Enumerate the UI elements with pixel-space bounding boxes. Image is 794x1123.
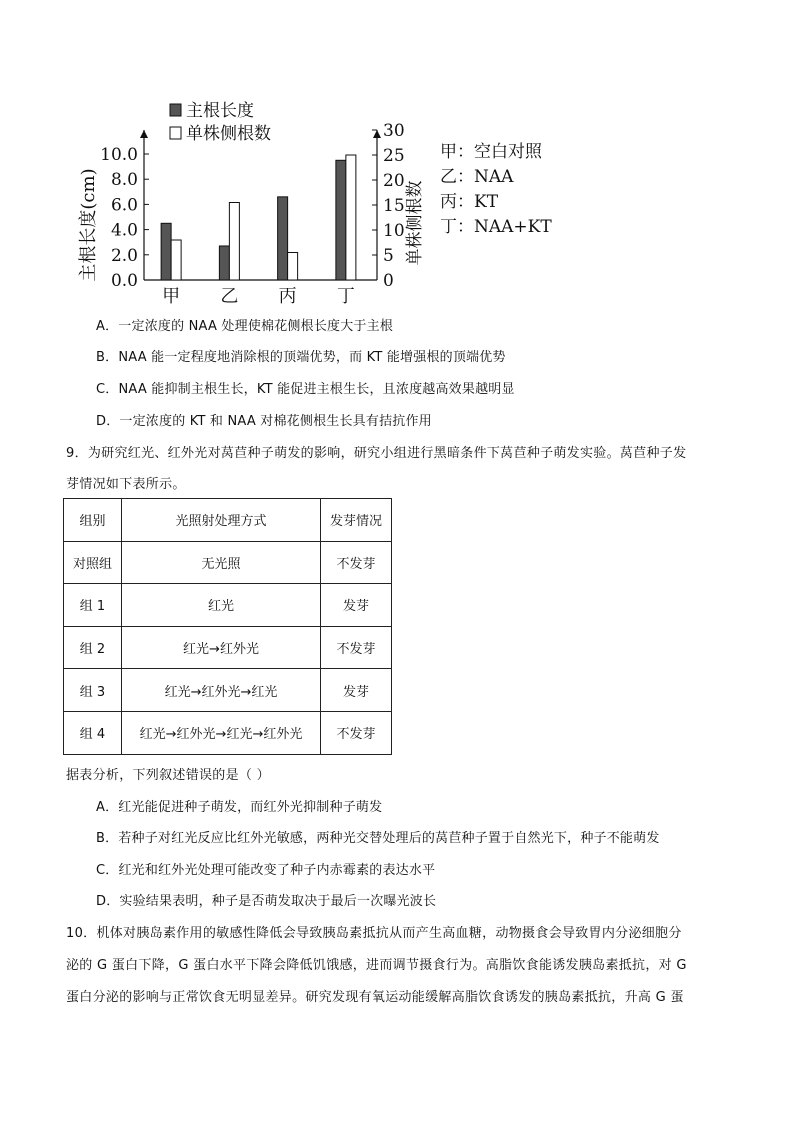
- table-header: 组别: [64, 499, 122, 542]
- table-cell: 红光→红外光: [122, 626, 321, 669]
- q9-option-b: B．若种子对红光反应比红外光敏感，两种光交替处理后的莴苣种子置于自然光下，种子不能萌发: [96, 831, 660, 846]
- right-tick-label: 15: [383, 196, 405, 216]
- q8-option-b: B．NAA 能一定程度地消除根的顶端优势，而 KT 能增强根的顶端优势: [96, 350, 506, 365]
- table-cell: 红光: [122, 584, 321, 627]
- chart-note: 乙：NAA: [440, 167, 514, 187]
- right-tick-label: 5: [383, 246, 394, 266]
- bar-lateral-root-count: [346, 155, 356, 280]
- left-tick-label: 4.0: [110, 220, 138, 241]
- table-row: [64, 626, 392, 669]
- left-axis-label: 主根长度(cm): [78, 168, 99, 282]
- q9-stem-line1: 9．为研究红光、红外光对莴苣种子萌发的影响，研究小组进行黑暗条件下莴苣种子萌发实验。莴苣种子发: [66, 446, 687, 461]
- right-tick-label: 20: [383, 171, 405, 191]
- bar-main-root-length: [336, 160, 346, 280]
- q10-line1: 10．机体对胰岛素作用的敏感性降低会导致胰岛素抵抗从而产生高血糖，动物摄食会导致胃内分泌细胞分: [66, 926, 682, 941]
- left-tick-label: 10.0: [100, 145, 138, 165]
- table-cell: 发芽: [321, 669, 392, 712]
- q10-line2: 泌的 G 蛋白下降，G 蛋白水平下降会降低饥饿感，进而调节摄食行为。高脂饮食能诱发胰岛素抵抗，对 G: [66, 958, 687, 973]
- q9-stem-line2: 芽情况如下表所示。: [66, 477, 186, 492]
- category-label: 乙: [220, 286, 239, 306]
- table-cell: 无光照: [122, 541, 321, 584]
- right-axis-arrow: [373, 130, 381, 138]
- right-tick-label: 25: [383, 146, 405, 166]
- table-header: 光照射处理方式: [122, 499, 321, 542]
- q9-table: [63, 498, 392, 755]
- table-cell: 不发芽: [321, 711, 392, 754]
- chart-notes: [440, 140, 552, 240]
- left-tick-label: 2.0: [110, 245, 138, 266]
- left-tick-label: 6.0: [110, 195, 138, 216]
- table-cell: 发芽: [321, 584, 392, 627]
- left-tick-label: 8.0: [110, 170, 138, 191]
- table-row: [64, 669, 392, 712]
- bar-lateral-root-count: [288, 253, 298, 281]
- q9-option-a: A．红光能促进种子萌发，而红外光抑制种子萌发: [96, 800, 383, 815]
- bar-main-root-length: [161, 223, 171, 280]
- table-cell: 不发芽: [321, 626, 392, 669]
- table-cell: 组 2: [64, 626, 122, 669]
- table-cell: 组 1: [64, 584, 122, 627]
- q8-option-c: C．NAA 能抑制主根生长，KT 能促进主根生长，且浓度越高效果越明显: [96, 382, 515, 397]
- chart-note: 丙：KT: [440, 192, 499, 212]
- table-row: [64, 541, 392, 584]
- legend-swatch-main-root: [170, 104, 181, 116]
- right-tick-label: 10: [383, 221, 405, 241]
- category-label: 丁: [336, 286, 355, 306]
- right-tick-label: 0: [383, 271, 394, 291]
- left-axis-arrow: [140, 130, 148, 138]
- right-tick-label: 30: [383, 121, 405, 141]
- left-tick-label: 0.0: [110, 271, 138, 291]
- table-cell: 组 4: [64, 711, 122, 754]
- bar-main-root-length: [278, 197, 288, 280]
- chart-note: 甲：空白对照: [440, 142, 542, 162]
- category-label: 甲: [162, 286, 181, 306]
- q8-option-d: D．一定浓度的 KT 和 NAA 对棉花侧根生长具有拮抗作用: [96, 414, 432, 429]
- q8-option-a: A．一定浓度的 NAA 处理使棉花侧根长度大于主根: [96, 319, 394, 334]
- q10-line3: 蛋白分泌的影响与正常饮食无明显差异。研究发现有氧运动能缓解高脂饮食诱发的胰岛素抵抗，升高 G 蛋: [66, 990, 684, 1005]
- table-cell: 不发芽: [321, 541, 392, 584]
- legend-label-main-root: 主根长度: [186, 101, 254, 121]
- table-cell: 红光→红外光→红光→红外光: [122, 711, 321, 754]
- chart-note: 丁：NAA+KT: [440, 217, 552, 237]
- bar-lateral-root-count: [229, 203, 239, 281]
- right-axis-label: 单株侧根数: [405, 180, 425, 266]
- bar-lateral-root-count: [171, 240, 181, 280]
- table-row: [64, 584, 392, 627]
- table-row: [64, 711, 392, 754]
- legend-swatch-lateral-root: [170, 127, 181, 139]
- table-header: 发芽情况: [321, 499, 392, 542]
- category-label: 丙: [278, 286, 297, 306]
- table-cell: 红光→红外光→红光: [122, 669, 321, 712]
- q9-option-d: D．实验结果表明，种子是否萌发取决于最后一次曝光波长: [96, 894, 437, 909]
- q9-option-c: C．红光和红外光处理可能改变了种子内赤霉素的表达水平: [96, 863, 436, 878]
- table-cell: 组 3: [64, 669, 122, 712]
- bar-main-root-length: [219, 246, 229, 280]
- table-cell: 对照组: [64, 541, 122, 584]
- table-header-row: [64, 499, 392, 542]
- q9-prompt: 据表分析，下列叙述错误的是（ ）: [66, 768, 270, 783]
- legend-label-lateral-root: 单株侧根数: [186, 124, 271, 144]
